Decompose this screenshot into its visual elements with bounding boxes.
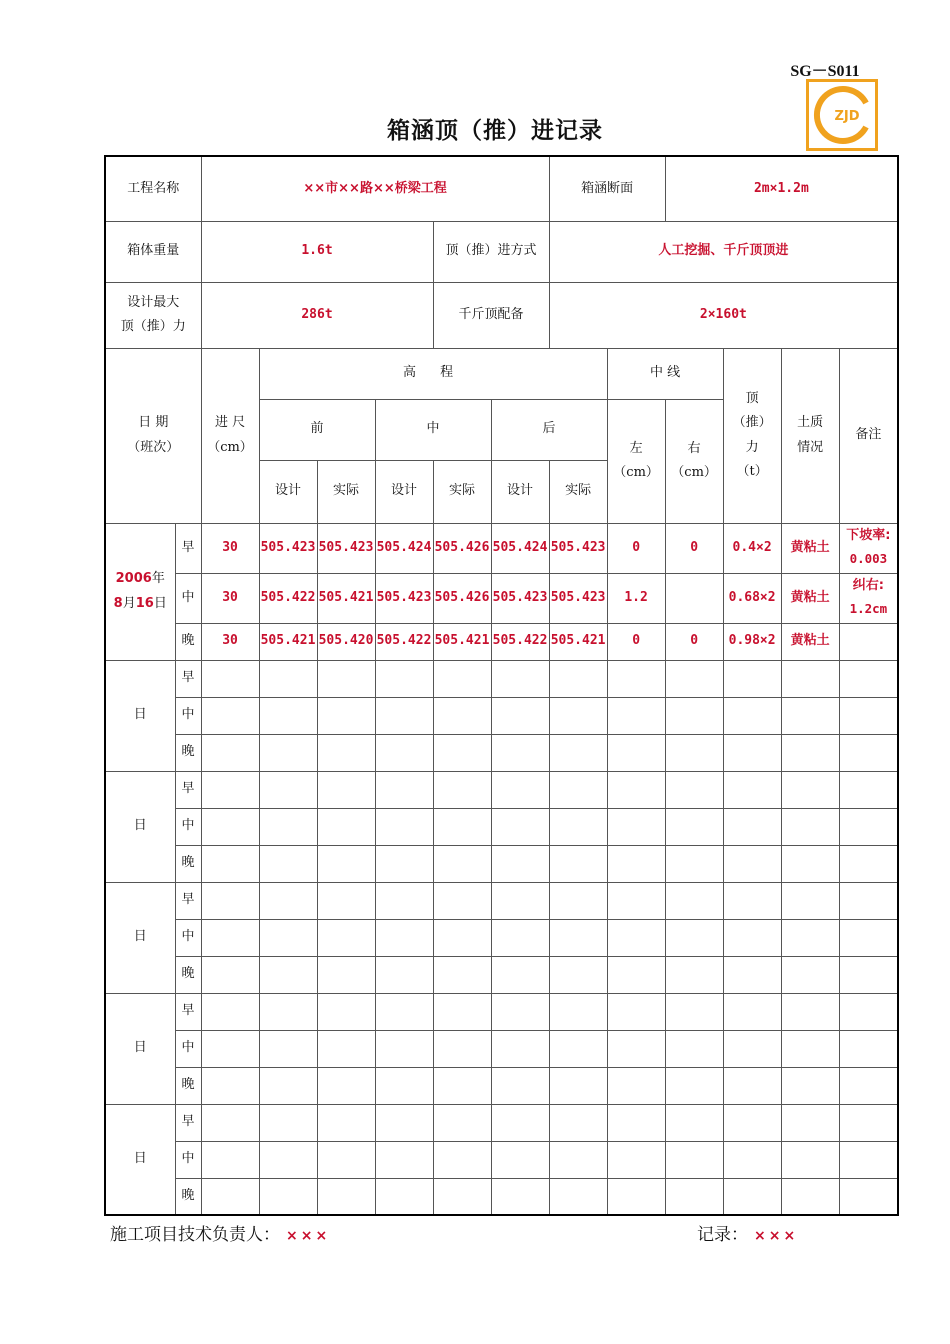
centerline-header: 中 线 [607, 348, 723, 399]
middle-actual-cell: 505.421 [433, 623, 491, 660]
middle-header: 中 [375, 399, 491, 460]
weight-value: 1.6t [201, 221, 433, 282]
logo-text: ZJD [834, 109, 860, 124]
soil-cell: 黄粘土 [781, 573, 839, 623]
front-design-cell: 505.423 [259, 523, 317, 573]
shift-morning: 早 [175, 993, 201, 1030]
section-value: 2m×1.2m [665, 156, 898, 221]
soil-header: 土质 情况 [781, 348, 839, 523]
soil-cell: 黄粘土 [781, 523, 839, 573]
left-cell: 1.2 [607, 573, 665, 623]
empty-date: 日 [105, 1104, 175, 1215]
shift-morning: 早 [175, 660, 201, 697]
middle-design-header: 设计 [375, 460, 433, 523]
back-actual-cell: 505.423 [549, 573, 607, 623]
front-header: 前 [259, 399, 375, 460]
recorder-signature [697, 1220, 798, 1245]
shift-morning: 早 [175, 1104, 201, 1141]
middle-design-cell: 505.424 [375, 523, 433, 573]
max-force-label: 设计最大 顶（推）力 [105, 282, 201, 348]
recorder-label: 记录： [697, 1225, 748, 1245]
tech-lead-label: 施工项目技术负责人： [110, 1225, 280, 1245]
filled-date: 2006年 8月16日 [105, 523, 175, 660]
back-actual-cell: 505.423 [549, 523, 607, 573]
shift-noon: 中 [175, 573, 201, 623]
shift-evening: 晚 [175, 1178, 201, 1215]
company-logo [806, 79, 878, 151]
record-table [104, 155, 899, 1216]
advance-cell: 30 [201, 623, 259, 660]
left-cell: 0 [607, 623, 665, 660]
remark-header: 备注 [839, 348, 898, 523]
empty-date: 日 [105, 993, 175, 1104]
empty-date: 日 [105, 882, 175, 993]
shift-evening: 晚 [175, 956, 201, 993]
remark-deviation: 纠右: 1.2cm [839, 573, 898, 623]
back-actual-cell: 505.421 [549, 623, 607, 660]
shift-evening: 晚 [175, 1067, 201, 1104]
jack-label: 千斤顶配备 [433, 282, 549, 348]
empty-date: 日 [105, 660, 175, 771]
form-code: SG－S011 [790, 63, 860, 80]
shift-morning: 早 [175, 523, 201, 573]
shift-morning: 早 [175, 771, 201, 808]
jack-value: 2×160t [549, 282, 898, 348]
right-cell: 0 [665, 523, 723, 573]
project-name-value: ××市××路××桥梁工程 [201, 156, 549, 221]
remark-cell [839, 623, 898, 660]
date-header: 日 期 （班次） [105, 348, 201, 523]
back-design-cell: 505.424 [491, 523, 549, 573]
front-design-cell: 505.421 [259, 623, 317, 660]
shift-noon: 中 [175, 1141, 201, 1178]
right-cell: 0 [665, 623, 723, 660]
front-actual-cell: 505.423 [317, 523, 375, 573]
front-design-header: 设计 [259, 460, 317, 523]
section-label: 箱涵断面 [549, 156, 665, 221]
remark-slope: 下坡率: 0.003 [839, 523, 898, 573]
method-label: 顶（推）进方式 [433, 221, 549, 282]
left-cell: 0 [607, 523, 665, 573]
right-cell [665, 573, 723, 623]
back-design-cell: 505.423 [491, 573, 549, 623]
page-title: 箱涵顶（推）进记录 [387, 118, 603, 144]
front-design-cell: 505.422 [259, 573, 317, 623]
back-actual-header: 实际 [549, 460, 607, 523]
max-force-value: 286t [201, 282, 433, 348]
force-cell: 0.68×2 [723, 573, 781, 623]
shift-noon: 中 [175, 697, 201, 734]
empty-date: 日 [105, 771, 175, 882]
tech-lead-value: ××× [286, 1228, 331, 1244]
soil-cell: 黄粘土 [781, 623, 839, 660]
front-actual-cell: 505.421 [317, 573, 375, 623]
right-header: 右 （cm） [665, 399, 723, 523]
elevation-header: 高 程 [259, 348, 607, 399]
shift-noon: 中 [175, 808, 201, 845]
shift-morning: 早 [175, 882, 201, 919]
force-cell: 0.98×2 [723, 623, 781, 660]
left-header: 左 （cm） [607, 399, 665, 523]
front-actual-cell: 505.420 [317, 623, 375, 660]
middle-actual-cell: 505.426 [433, 573, 491, 623]
back-design-header: 设计 [491, 460, 549, 523]
middle-design-cell: 505.422 [375, 623, 433, 660]
advance-cell: 30 [201, 523, 259, 573]
middle-actual-cell: 505.426 [433, 523, 491, 573]
shift-evening: 晚 [175, 845, 201, 882]
shift-evening: 晚 [175, 734, 201, 771]
shift-evening: 晚 [175, 623, 201, 660]
shift-noon: 中 [175, 1030, 201, 1067]
middle-design-cell: 505.423 [375, 573, 433, 623]
weight-label: 箱体重量 [105, 221, 201, 282]
method-value: 人工挖掘、千斤顶顶进 [549, 221, 898, 282]
front-actual-header: 实际 [317, 460, 375, 523]
advance-cell: 30 [201, 573, 259, 623]
force-cell: 0.4×2 [723, 523, 781, 573]
advance-header: 进 尺 （cm） [201, 348, 259, 523]
tech-lead-signature [110, 1220, 330, 1245]
project-name-label: 工程名称 [105, 156, 201, 221]
middle-actual-header: 实际 [433, 460, 491, 523]
shift-noon: 中 [175, 919, 201, 956]
back-header: 后 [491, 399, 607, 460]
force-header: 顶 （推） 力 （t） [723, 348, 781, 523]
back-design-cell: 505.422 [491, 623, 549, 660]
recorder-value: ××× [754, 1228, 799, 1244]
